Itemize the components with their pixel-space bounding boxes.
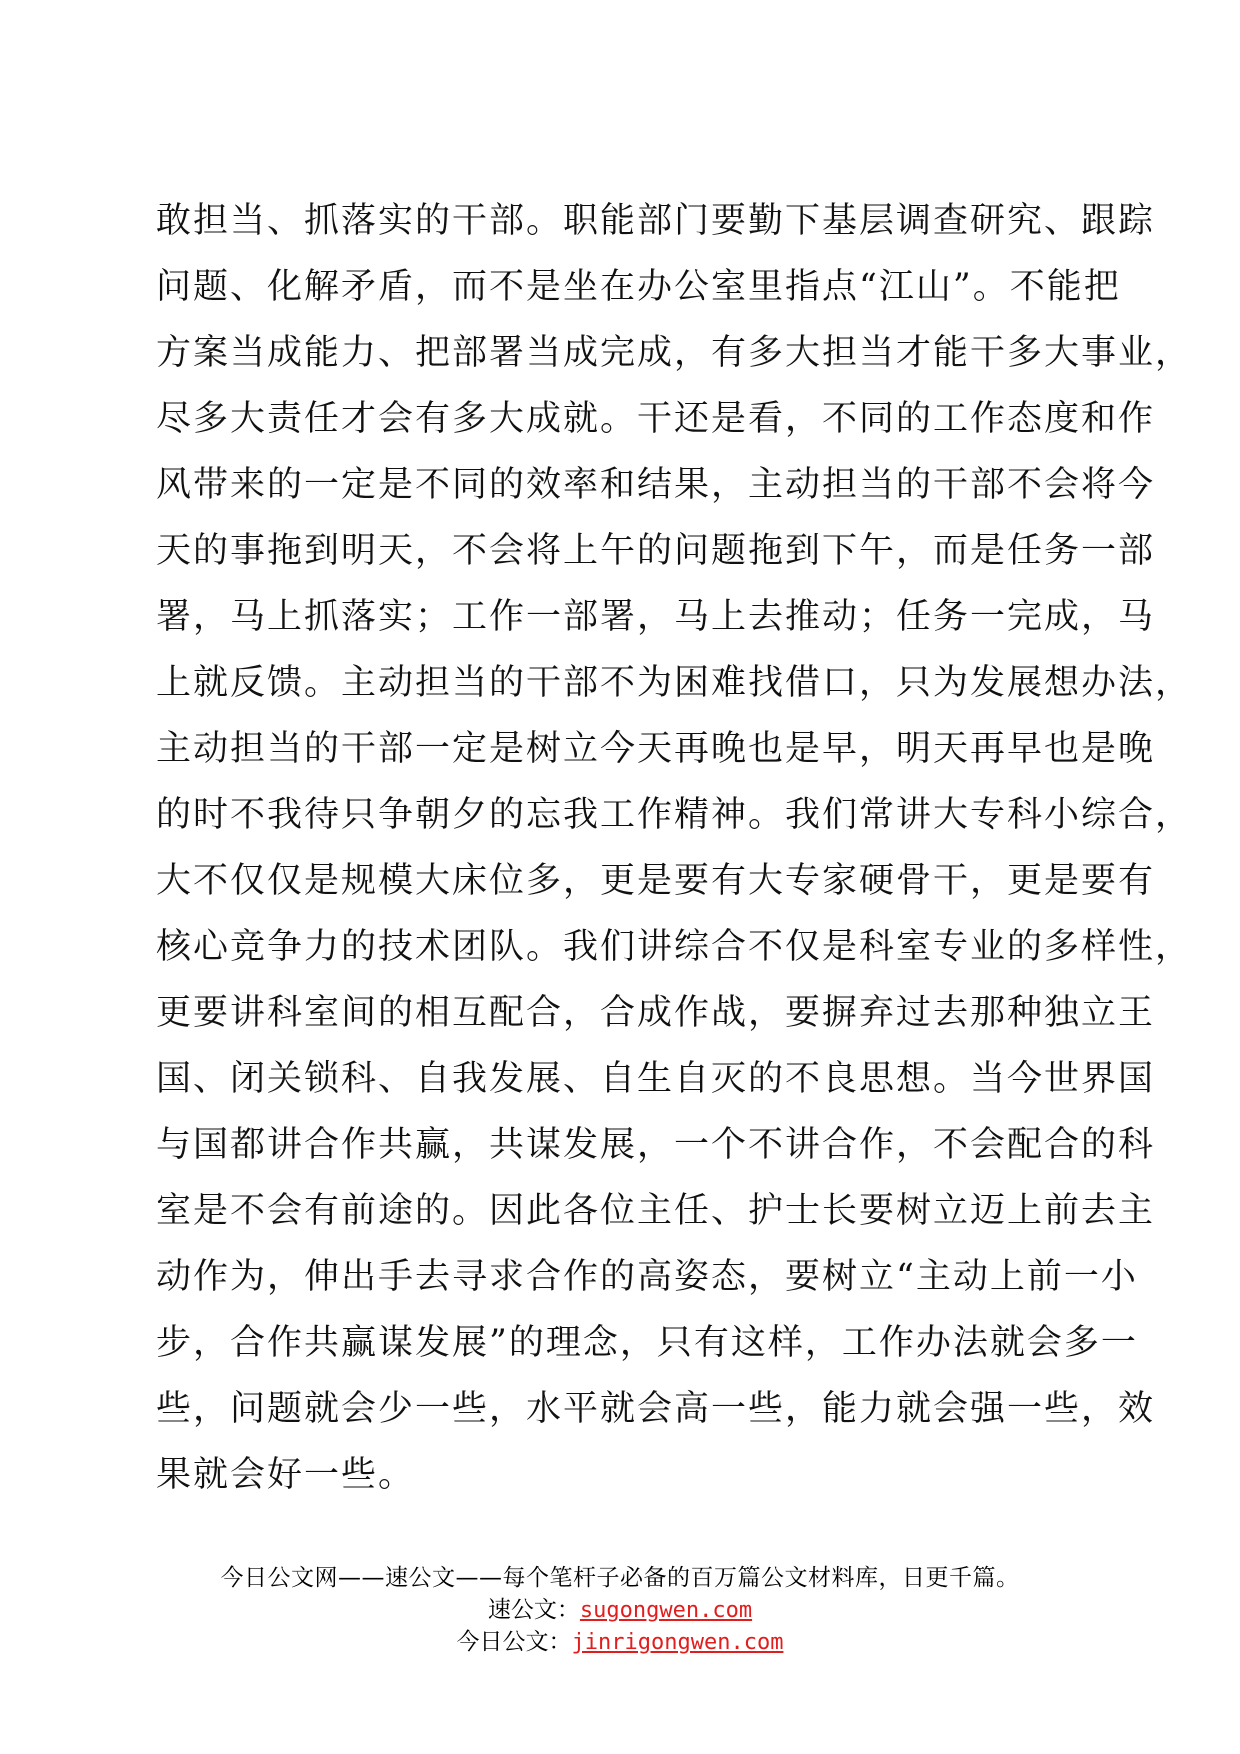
sugongwen-link[interactable]: sugongwen.com: [579, 1598, 753, 1623]
body-line: 风带来的一定是不同的效率和结果，主动担当的干部不会将今: [156, 465, 1156, 505]
body-line: 方案当成能力、把部署当成完成，有多大担当才能干多大事业，: [156, 333, 1193, 373]
footer-slogan: 今日公文网——速公文——每个笔杆子必备的百万篇公文材料库，日更千篇。: [220, 1565, 1020, 1591]
jinrigongwen-link[interactable]: jinrigongwen.com: [571, 1630, 784, 1655]
body-line: 动作为，伸出手去寻求合作的高姿态，要树立“主动上前一小: [156, 1257, 1138, 1297]
body-line: 步，合作共赢谋发展”的理念，只有这样，工作办法就会多一: [156, 1323, 1138, 1363]
body-line-last: 果就会好一些。: [156, 1455, 416, 1495]
body-line: 更要讲科室间的相互配合，合成作战，要摒弃过去那种独立王: [156, 993, 1156, 1033]
body-line: 上就反馈。主动担当的干部不为困难找借口，只为发展想办法，: [156, 663, 1193, 703]
footer-site-sugongwen: [0, 1594, 1240, 1626]
body-line: 些，问题就会少一些，水平就会高一些，能力就会强一些，效: [156, 1389, 1156, 1429]
body-line: 的时不我待只争朝夕的忘我工作精神。我们常讲大专科小综合，: [156, 795, 1193, 835]
site-label: 今日公文：: [456, 1629, 572, 1655]
body-line: 署，马上抓落实；工作一部署，马上去推动；任务一完成，马: [156, 597, 1156, 637]
body-line: 敢担当、抓落实的干部。职能部门要勤下基层调查研究、跟踪: [156, 201, 1156, 241]
document-body: [156, 188, 1193, 1508]
body-line: 大不仅仅是规模大床位多，更是要有大专家硬骨干，更是要有: [156, 861, 1156, 901]
body-line: 核心竞争力的技术团队。我们讲综合不仅是科室专业的多样性，: [156, 927, 1193, 967]
footer-site-jinrigongwen: [0, 1626, 1240, 1658]
body-line: 室是不会有前途的。因此各位主任、护士长要树立迈上前去主: [156, 1191, 1156, 1231]
body-line: 与国都讲合作共赢，共谋发展，一个不讲合作，不会配合的科: [156, 1125, 1156, 1165]
body-line: 问题、化解矛盾，而不是坐在办公室里指点“江山”。不能把: [156, 267, 1121, 307]
site-label: 速公文：: [487, 1597, 580, 1623]
body-line: 天的事拖到明天，不会将上午的问题拖到下午，而是任务一部: [156, 531, 1156, 571]
body-line: 主动担当的干部一定是树立今天再晚也是早，明天再早也是晚: [156, 729, 1156, 769]
body-line: 尽多大责任才会有多大成就。干还是看，不同的工作态度和作: [156, 399, 1156, 439]
page-footer: [0, 1562, 1240, 1658]
body-line: 国、闭关锁科、自我发展、自生自灭的不良思想。当今世界国: [156, 1059, 1156, 1099]
